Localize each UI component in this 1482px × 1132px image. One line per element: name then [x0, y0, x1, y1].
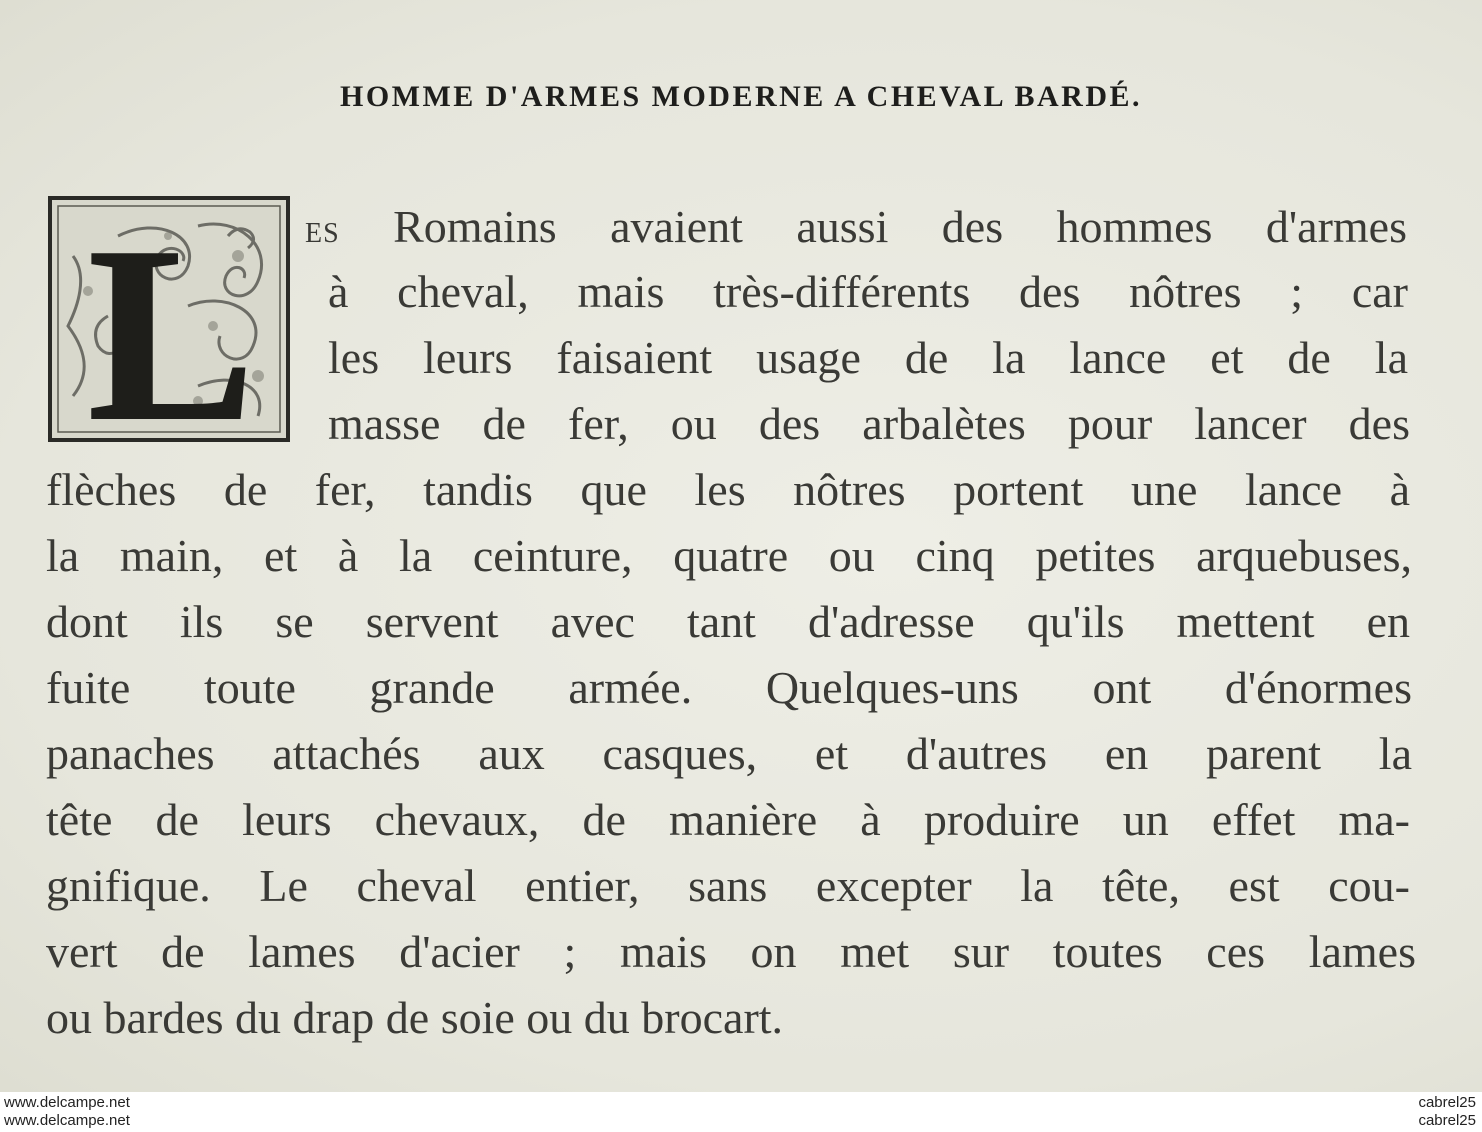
page-title: HOMME D'ARMES MODERNE A CHEVAL BARDÉ.: [339, 80, 1142, 113]
dropcap-letter: L: [88, 196, 255, 442]
seller-watermark-2: cabrel25: [1418, 1112, 1476, 1129]
text-line-11: gnifique. Le cheval entier, sans excepter la tête, est cou-: [46, 860, 1410, 911]
text-line-10: tête de leurs chevaux, de manière à produire un effet ma-: [46, 794, 1410, 845]
text-line-9: panaches attachés aux casques, et d'autres en parent la: [46, 728, 1412, 779]
text-line-4: masse de fer, ou des arbalètes pour lancer des: [328, 398, 1410, 449]
site-watermark-1: www.delcampe.net: [4, 1094, 130, 1111]
watermark-footer: [0, 1092, 1482, 1132]
text-line-8: fuite toute grande armée. Quelques-uns ont d'énormes: [46, 662, 1412, 713]
text-line-1: [305, 201, 1407, 252]
text-line-12: vert de lames d'acier ; mais on met sur toutes ces lames: [46, 926, 1416, 977]
text-line-6: la main, et à la ceinture, quatre ou cinq petites arquebuses,: [46, 530, 1412, 581]
site-watermark-2: www.delcampe.net: [4, 1112, 130, 1129]
text-line-1-rest: Romains avaient aussi des hommes d'armes: [339, 201, 1407, 252]
ornate-dropcap-l: [48, 196, 290, 442]
text-line-3: les leurs faisaient usage de la lance et de la: [328, 332, 1408, 383]
text-line-2: à cheval, mais très-différents des nôtres ; car: [328, 266, 1408, 317]
seller-watermark-1: cabrel25: [1418, 1094, 1476, 1111]
dropcap-smallcaps: ES: [305, 218, 340, 249]
text-line-7: dont ils se servent avec tant d'adresse qu'ils mettent en: [46, 596, 1410, 647]
text-line-5: flèches de fer, tandis que les nôtres portent une lance à: [46, 464, 1410, 515]
text-line-13: ou bardes du drap de soie ou du brocart.: [46, 992, 784, 1043]
